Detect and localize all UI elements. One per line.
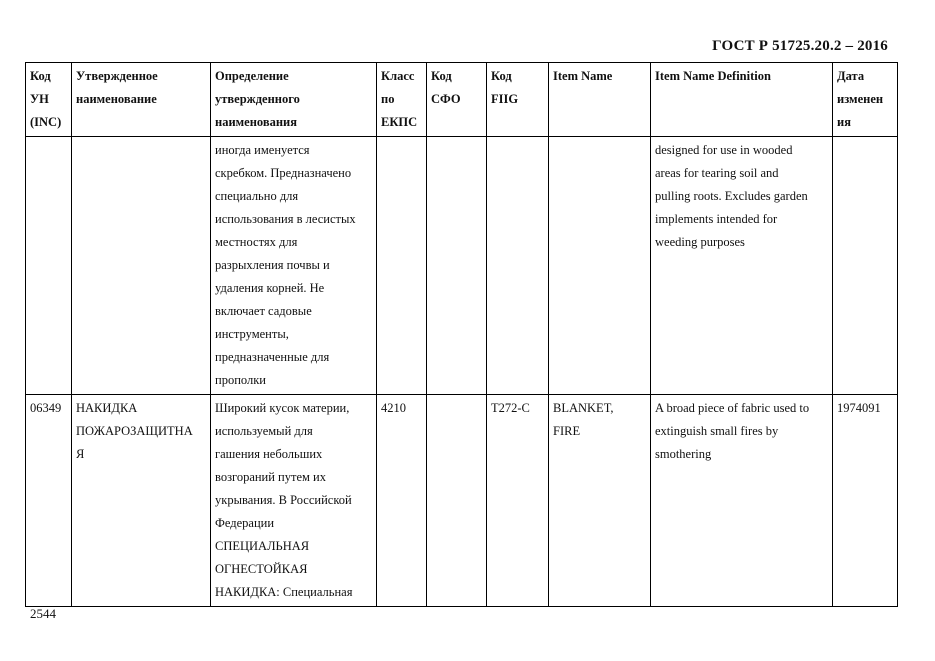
header-inc-line: (INC) [30, 115, 62, 129]
page-number: 2544 [30, 606, 56, 621]
definition-line: удаления корней. Не [215, 281, 325, 295]
definition-line: местностях для [215, 235, 298, 249]
item-definition-line: implements intended for [655, 212, 778, 226]
header-change-date-line: изменен [837, 92, 884, 106]
cell-code-fiig: T272-C [487, 395, 549, 607]
cell-change-date [833, 137, 898, 395]
document-standard-code: ГОСТ Р 51725.20.2 – 2016 [712, 38, 888, 54]
header-inc [26, 63, 72, 137]
cell-code-sfo [427, 395, 487, 607]
definition-line: разрыхления почвы и [215, 258, 330, 272]
header-item-name-line: Item Name [553, 69, 613, 83]
cell-inc: 06349 [26, 395, 72, 607]
header-code-sfo-line: Код [431, 69, 452, 83]
definition-line: предназначенные для [215, 350, 330, 364]
item-definition-line: areas for tearing soil and [655, 166, 779, 180]
approved-name-line: Я [76, 447, 85, 461]
item-definition-line: smothering [655, 447, 712, 461]
cell-definition [211, 395, 377, 607]
cell-item-name [549, 395, 651, 607]
definition-line: иногда именуется [215, 143, 310, 157]
definition-line: включает садовые [215, 304, 312, 318]
header-definition-line: Определение [215, 69, 289, 83]
definition-line: ОГНЕСТОЙКАЯ [215, 562, 308, 576]
definition-line: НАКИДКА: Специальная [215, 585, 353, 599]
header-code-fiig-line: Код [491, 69, 512, 83]
header-definition-line: наименования [215, 115, 298, 129]
header-inc-line: УН [30, 92, 49, 106]
definition-line: гашения небольших [215, 447, 323, 461]
item-definition-line: weeding purposes [655, 235, 745, 249]
header-item-name [549, 63, 651, 137]
item-name-line: BLANKET, [553, 401, 614, 415]
header-change-date-line: ия [837, 115, 851, 129]
cell-class-ekps: 4210 [377, 395, 427, 607]
cell-item-name [549, 137, 651, 395]
header-inc-line: Код [30, 69, 51, 83]
definition-line: использования в лесистых [215, 212, 356, 226]
table-row-item [26, 395, 898, 607]
cell-code-fiig [487, 137, 549, 395]
cell-approved-name [72, 137, 211, 395]
item-definition-line: A broad piece of fabric used to [655, 401, 810, 415]
cell-definition [211, 137, 377, 395]
cell-change-date: 1974091 [833, 395, 898, 607]
header-code-fiig-line: FIIG [491, 92, 519, 106]
approved-name-line: НАКИДКА [76, 401, 138, 415]
header-class-ekps-line: по [381, 92, 395, 106]
definition-line: используемый для [215, 424, 313, 438]
cell-code-sfo [427, 137, 487, 395]
definition-line: скребком. Предназначено [215, 166, 352, 180]
nomenclature-table [25, 62, 898, 607]
header-approved-name-line: наименование [76, 92, 157, 106]
header-item-name-definition-line: Item Name Definition [655, 69, 771, 83]
header-row [26, 63, 898, 137]
approved-name-line: ПОЖАРОЗАЩИТНА [76, 424, 193, 438]
cell-item-name-definition [651, 137, 833, 395]
header-change-date [833, 63, 898, 137]
header-approved-name-line: Утвержденное [76, 69, 158, 83]
header-definition [211, 63, 377, 137]
header-code-sfo [427, 63, 487, 137]
definition-line: укрывания. В Российской [215, 493, 352, 507]
item-name-line: FIRE [553, 424, 581, 438]
header-change-date-line: Дата [837, 69, 865, 83]
header-class-ekps-line: Класс [381, 69, 415, 83]
table-row-continuation [26, 137, 898, 395]
item-definition-line: pulling roots. Excludes garden [655, 189, 808, 203]
cell-item-name-definition [651, 395, 833, 607]
definition-line: СПЕЦИАЛЬНАЯ [215, 539, 310, 553]
header-code-sfo-line: СФО [431, 92, 461, 106]
definition-line: специально для [215, 189, 299, 203]
header-approved-name [72, 63, 211, 137]
definition-line: возгораний путем их [215, 470, 326, 484]
cell-inc [26, 137, 72, 395]
definition-line: прополки [215, 373, 266, 387]
header-class-ekps [377, 63, 427, 137]
item-definition-line: designed for use in wooded [655, 143, 793, 157]
cell-class-ekps [377, 137, 427, 395]
header-item-name-definition [651, 63, 833, 137]
definition-line: инструменты, [215, 327, 289, 341]
header-code-fiig [487, 63, 549, 137]
definition-line: Широкий кусок материи, [215, 401, 350, 415]
header-class-ekps-line: ЕКПС [381, 115, 418, 129]
header-definition-line: утвержденного [215, 92, 300, 106]
item-definition-line: extinguish small fires by [655, 424, 779, 438]
cell-approved-name [72, 395, 211, 607]
definition-line: Федерации [215, 516, 275, 530]
